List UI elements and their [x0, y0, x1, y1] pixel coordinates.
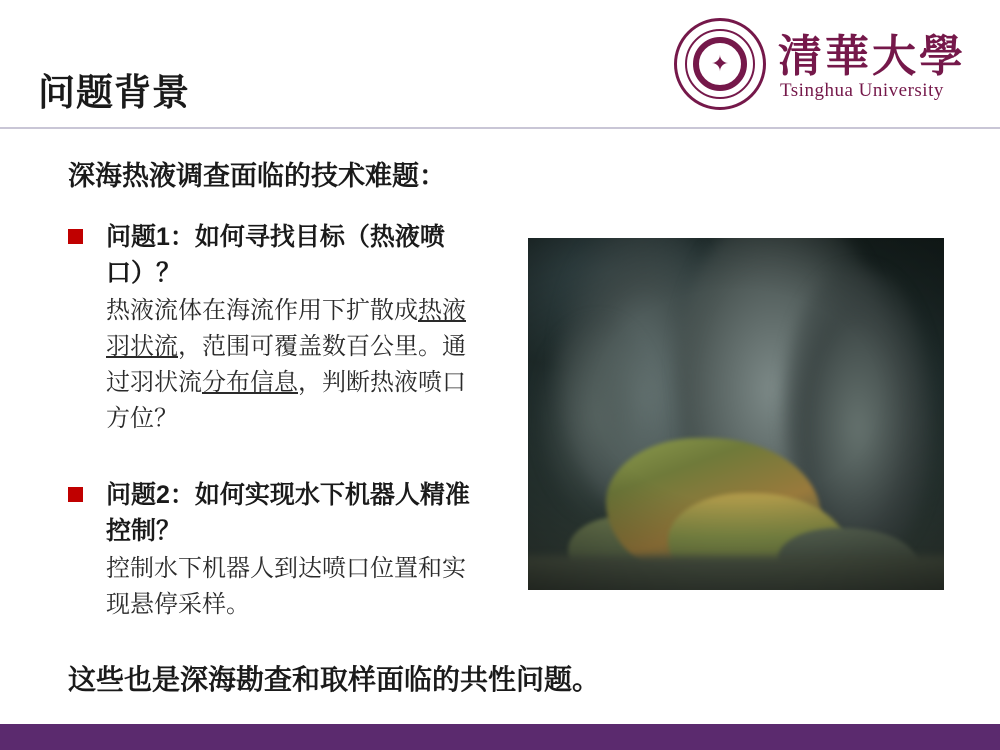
seal-star-icon: ✦ [710, 51, 730, 76]
closing-statement: 这些也是深海勘查和取样面临的共性问题。 [68, 664, 601, 695]
page-title: 问题背景 [38, 72, 190, 113]
bullet-2-heading: 问题2：如何实现水下机器人精准控制？ [106, 481, 470, 545]
photo-vignette [528, 238, 944, 590]
slide-content [0, 128, 1000, 724]
lead-statement: 深海热液调查面临的技术难题： [68, 161, 446, 191]
bullet-1-text-part-3: 分布信息 [202, 370, 298, 396]
bullet-1-text-part-1: 热液羽状流 [106, 298, 466, 360]
bullet-1-text-part-2: ，范围可覆盖数百公里。通过羽状流 [106, 334, 466, 396]
bullet-item-1 [68, 220, 488, 437]
bullet-1-text-part-0: 热液流体在海流作用下扩散成 [106, 298, 418, 324]
bullet-2-text: 控制水下机器人到达喷口位置和实现悬停采样。 [106, 556, 466, 618]
logo-name-cn: 清華大學 [778, 32, 966, 81]
bullet-1-text-part-4: ，判断热液喷口方位？ [106, 370, 466, 432]
square-bullet-icon [68, 229, 83, 244]
tsinghua-seal-icon [674, 18, 766, 110]
hydrothermal-vent-photo [528, 238, 944, 590]
slide-header [0, 0, 1000, 128]
footer-bar [0, 724, 1000, 750]
university-logo [674, 16, 974, 116]
square-bullet-icon [68, 487, 83, 502]
bullet-item-2 [68, 478, 488, 623]
logo-name-en: Tsinghua University [780, 80, 944, 101]
bullet-1-text [106, 293, 488, 437]
bullet-1-heading: 问题1：如何寻找目标（热液喷口）？ [106, 223, 445, 287]
